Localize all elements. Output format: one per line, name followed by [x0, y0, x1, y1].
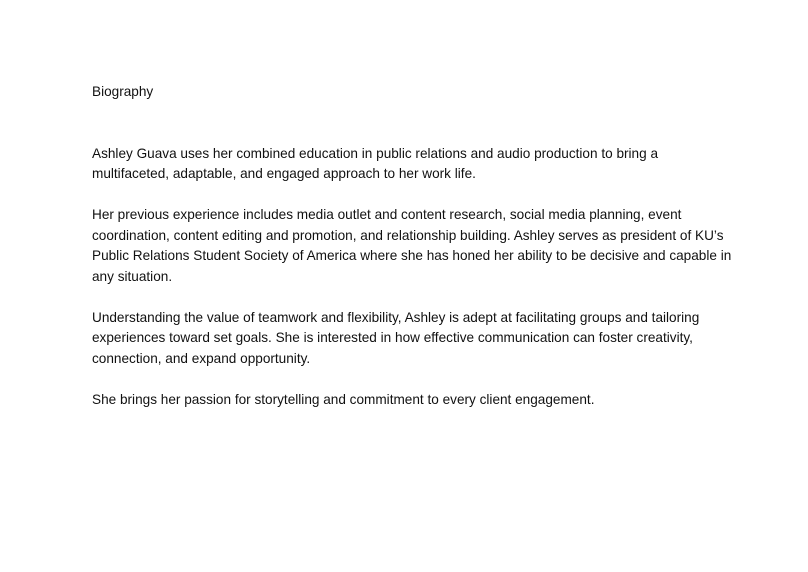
document-body [92, 82, 732, 410]
bio-paragraph-teamwork: Understanding the value of teamwork and flexibility, Ashley is adept at facilitating groups and tailoring experiences toward set goals. She is interested in how effective communication can foster creativity, connection, and expand opportunity. [92, 309, 700, 366]
bio-paragraph-closing: She brings her passion for storytelling and commitment to every client engagement. [92, 391, 595, 407]
bio-paragraph-intro: Ashley Guava uses her combined education in public relations and audio production to bring a multifaceted, adaptable, and engaged approach to her work life. [92, 145, 659, 181]
bio-paragraph-experience: Her previous experience includes media outlet and content research, social media planning, event coordination, content editing and promotion, and relationship building. Ashley serves as president of KU’s Public Relations Student Society of America where she has honed her ability to be decisive and capable in any situation. [92, 207, 732, 284]
document-heading: Biography [92, 84, 154, 99]
